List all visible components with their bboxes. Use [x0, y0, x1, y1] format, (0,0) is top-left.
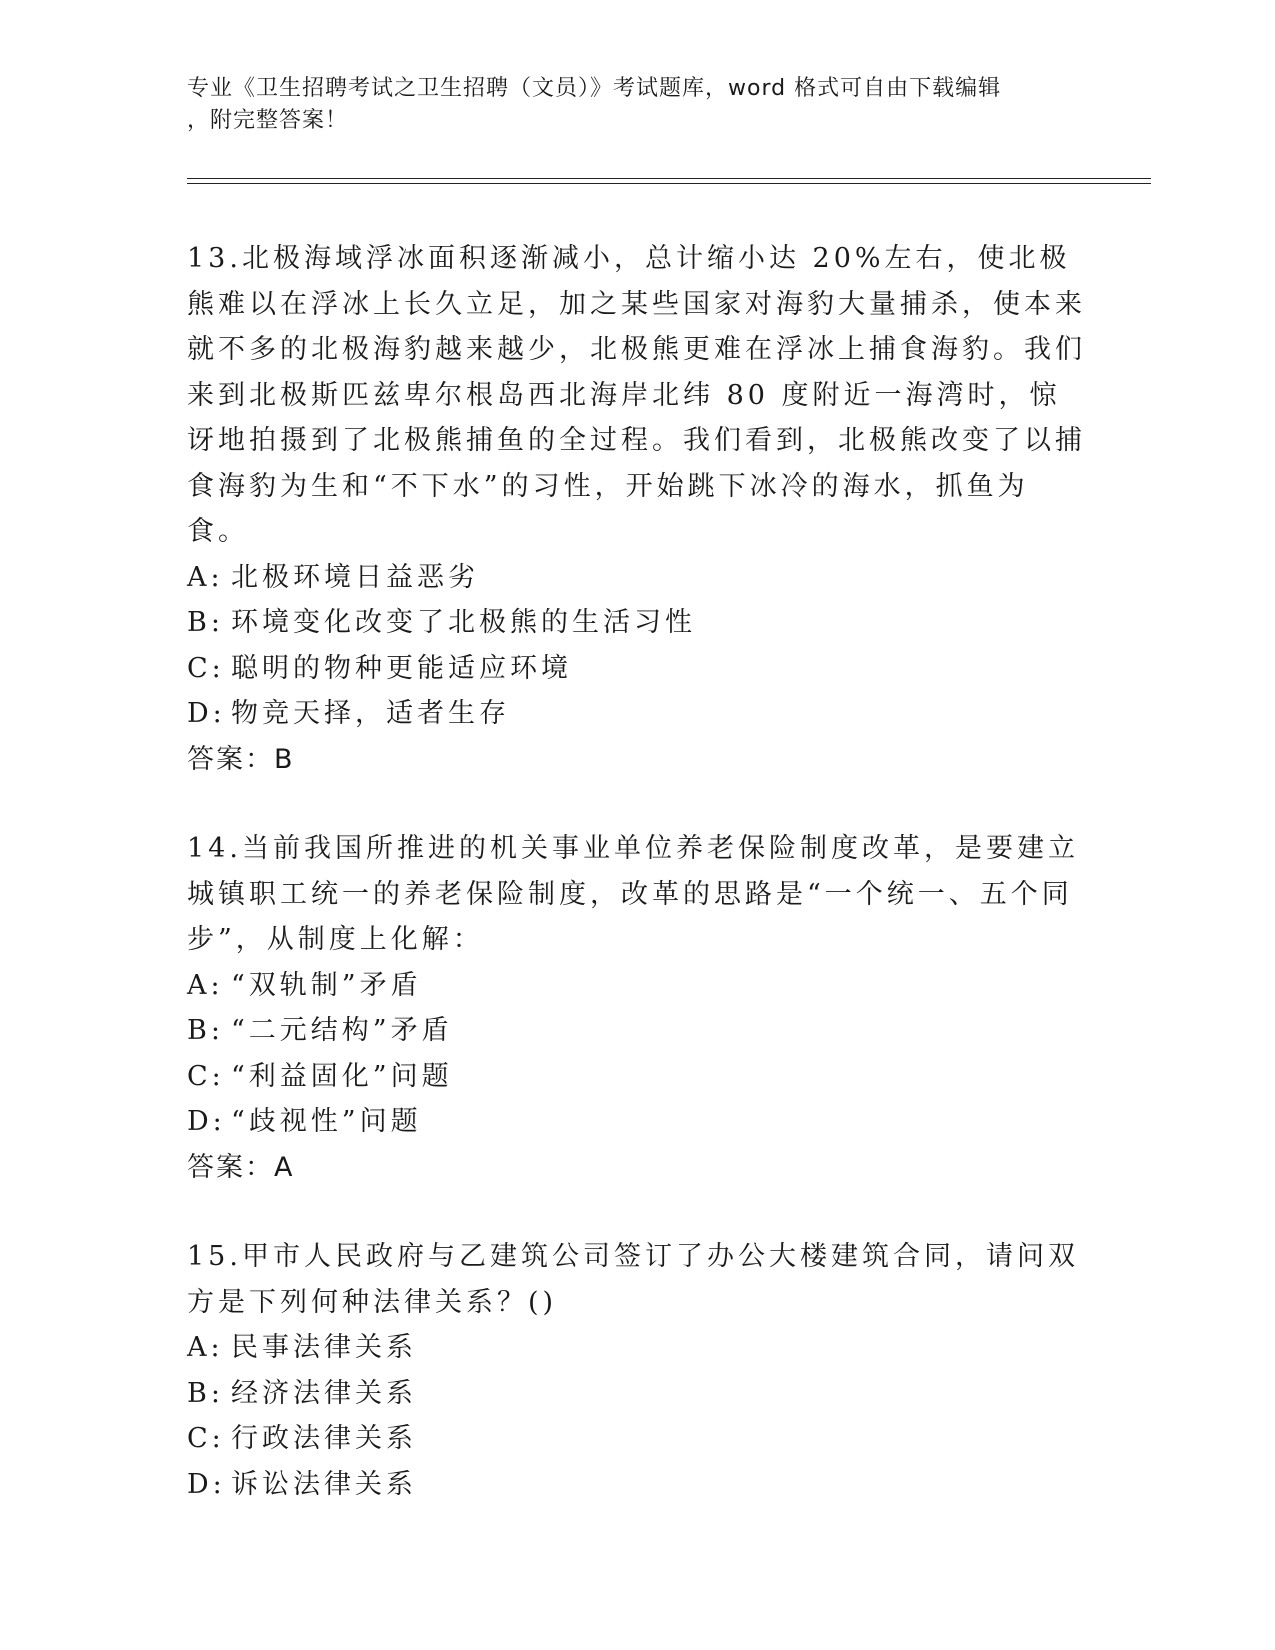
option-b: [187, 1371, 1087, 1417]
option-text: “歧视性”问题: [231, 1106, 422, 1137]
option-b: [187, 600, 1087, 646]
option-letter: B:: [187, 1377, 224, 1409]
question-14: [187, 826, 1087, 1190]
option-text: “二元结构”矛盾: [231, 1015, 453, 1046]
option-text: 环境变化改变了北极熊的生活习性: [231, 607, 696, 638]
option-letter: B:: [187, 1015, 224, 1046]
option-c: [187, 646, 1087, 692]
option-d: [187, 1099, 1087, 1145]
option-text: 聪明的物种更能适应环境: [231, 652, 572, 684]
option-text: 物竞天择，适者生存: [231, 698, 510, 729]
option-text: 行政法律关系: [231, 1423, 417, 1454]
option-letter: C:: [187, 1423, 225, 1454]
document-header: [187, 73, 1067, 137]
question-13: [187, 236, 1087, 782]
option-letter: D:: [187, 698, 226, 729]
answer-line: 答案：B: [187, 743, 295, 775]
option-text: 民事法律关系: [231, 1332, 417, 1363]
header-divider-bottom: [187, 183, 1151, 184]
option-letter: D:: [187, 1106, 226, 1137]
option-text: “双轨制”矛盾: [231, 969, 422, 1001]
option-c: [187, 1416, 1087, 1462]
option-c: [187, 1054, 1087, 1100]
option-letter: B:: [187, 607, 224, 638]
option-a: [187, 1325, 1087, 1371]
header-line-2: ，附完整答案！: [187, 108, 349, 133]
answer-line: 答案：A: [187, 1151, 295, 1183]
option-letter: C:: [187, 1060, 225, 1092]
header-line-1: 专业《卫生招聘考试之卫生招聘（文员）》考试题库，word 格式可自由下载编辑: [187, 76, 1002, 101]
option-letter: A:: [187, 1332, 224, 1363]
question-list: [187, 236, 1087, 1551]
option-text: 北极环境日益恶劣: [231, 561, 479, 593]
option-letter: C:: [187, 652, 225, 684]
option-d: [187, 691, 1087, 737]
option-letter: A:: [187, 969, 224, 1001]
option-text: “利益固化”问题: [231, 1060, 453, 1092]
option-b: [187, 1008, 1087, 1054]
header-divider-top: [187, 178, 1151, 179]
question-stem: 13.北极海域浮冰面积逐渐减小，总计缩小达 20%左右，使北极熊难以在浮冰上长久立足，加之某些国家对海豹大量捕杀，使本来就不多的北极海豹越来越少，北极熊更难在浮冰上捕食海豹。我们来到北极斯匹兹卑尔根岛西北海岸北纬 80 度附近一海湾时，惊讶地拍摄到了北极熊捕鱼的全过程。我们看到，北极熊改变了以捕食海豹为生和“不下水”的习性，开始跳下冰冷的海水，抓鱼为食。: [187, 243, 1086, 547]
option-a: [187, 963, 1087, 1009]
option-text: 诉讼法律关系: [231, 1468, 417, 1500]
option-a: [187, 555, 1087, 601]
option-letter: A:: [187, 561, 224, 593]
question-15: [187, 1234, 1087, 1507]
option-letter: D:: [187, 1468, 226, 1500]
question-stem: 15.甲市人民政府与乙建筑公司签订了办公大楼建筑合同，请问双方是下列何种法律关系？(): [187, 1241, 1079, 1318]
question-stem: 14.当前我国所推进的机关事业单位养老保险制度改革，是要建立城镇职工统一的养老保险制度，改革的思路是“一个统一、五个同步”，从制度上化解：: [187, 833, 1079, 955]
option-d: [187, 1462, 1087, 1508]
option-text: 经济法律关系: [231, 1377, 417, 1409]
